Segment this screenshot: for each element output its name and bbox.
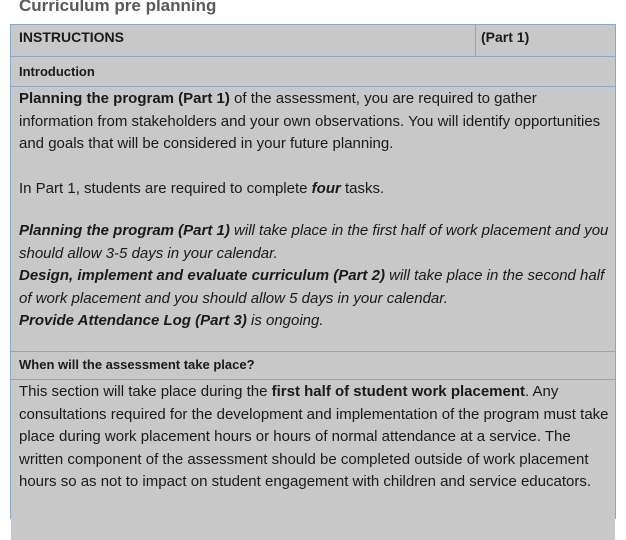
when-heading: When will the assessment take place?: [19, 357, 255, 372]
when-pre: This section will take place during the: [19, 383, 272, 400]
intro-p2-pre: In Part 1, students are required to complete: [19, 179, 312, 197]
table-header-row: [11, 25, 615, 57]
intro-p5-bold: Provide Attendance Log (Part 3): [19, 312, 247, 329]
intro-p1-bold: Planning the program (Part 1): [19, 90, 230, 107]
instructions-heading: INSTRUCTIONS: [19, 29, 124, 45]
intro-paragraph-3: [19, 220, 615, 265]
when-text: [19, 381, 615, 494]
when-post: . Any consultations required for the development and implementation of the program must take place during work placement hours or hours of normal attendance at a service. The written component of the assessment should be completed outside of work placement hours so as not to impact on student engagement with children and service educators.: [19, 383, 609, 490]
introduction-text: [19, 88, 615, 333]
intro-p4-text: will take place in the second half of work placement and you should allow 5 days in your calendar.: [19, 267, 605, 307]
intro-p3-bold: Planning the program (Part 1): [19, 222, 230, 239]
document-title: Curriculum pre planning: [19, 0, 217, 15]
introduction-heading-row: [11, 57, 615, 87]
when-paragraph: [19, 381, 615, 494]
intro-p5-text: is ongoing.: [246, 312, 324, 329]
intro-paragraph-2: [19, 178, 615, 201]
intro-paragraph-5: [19, 310, 615, 333]
intro-p1-text: of the assessment, you are required to gather information from stakeholders and your own observations. You will identify opportunities and goals that will be considered in your future planning.: [19, 90, 601, 152]
intro-paragraph-4: [19, 265, 615, 310]
introduction-body-row: [11, 87, 615, 352]
introduction-heading: Introduction: [19, 64, 95, 79]
part-label: (Part 1): [481, 29, 530, 45]
intro-p2-em: four: [311, 179, 341, 197]
intro-p2-post: tasks.: [340, 179, 385, 197]
intro-paragraph-1: [19, 88, 615, 156]
when-body-row: [11, 380, 615, 540]
intro-p3-text: will take place in the first half of work placement and you should allow 3-5 days in your calendar.: [19, 222, 609, 262]
when-bold: first half of student work placement: [271, 383, 526, 400]
when-heading-row: [11, 352, 615, 380]
instructions-table: [10, 24, 616, 519]
intro-p4-bold: Design, implement and evaluate curriculum (Part 2): [19, 267, 385, 284]
